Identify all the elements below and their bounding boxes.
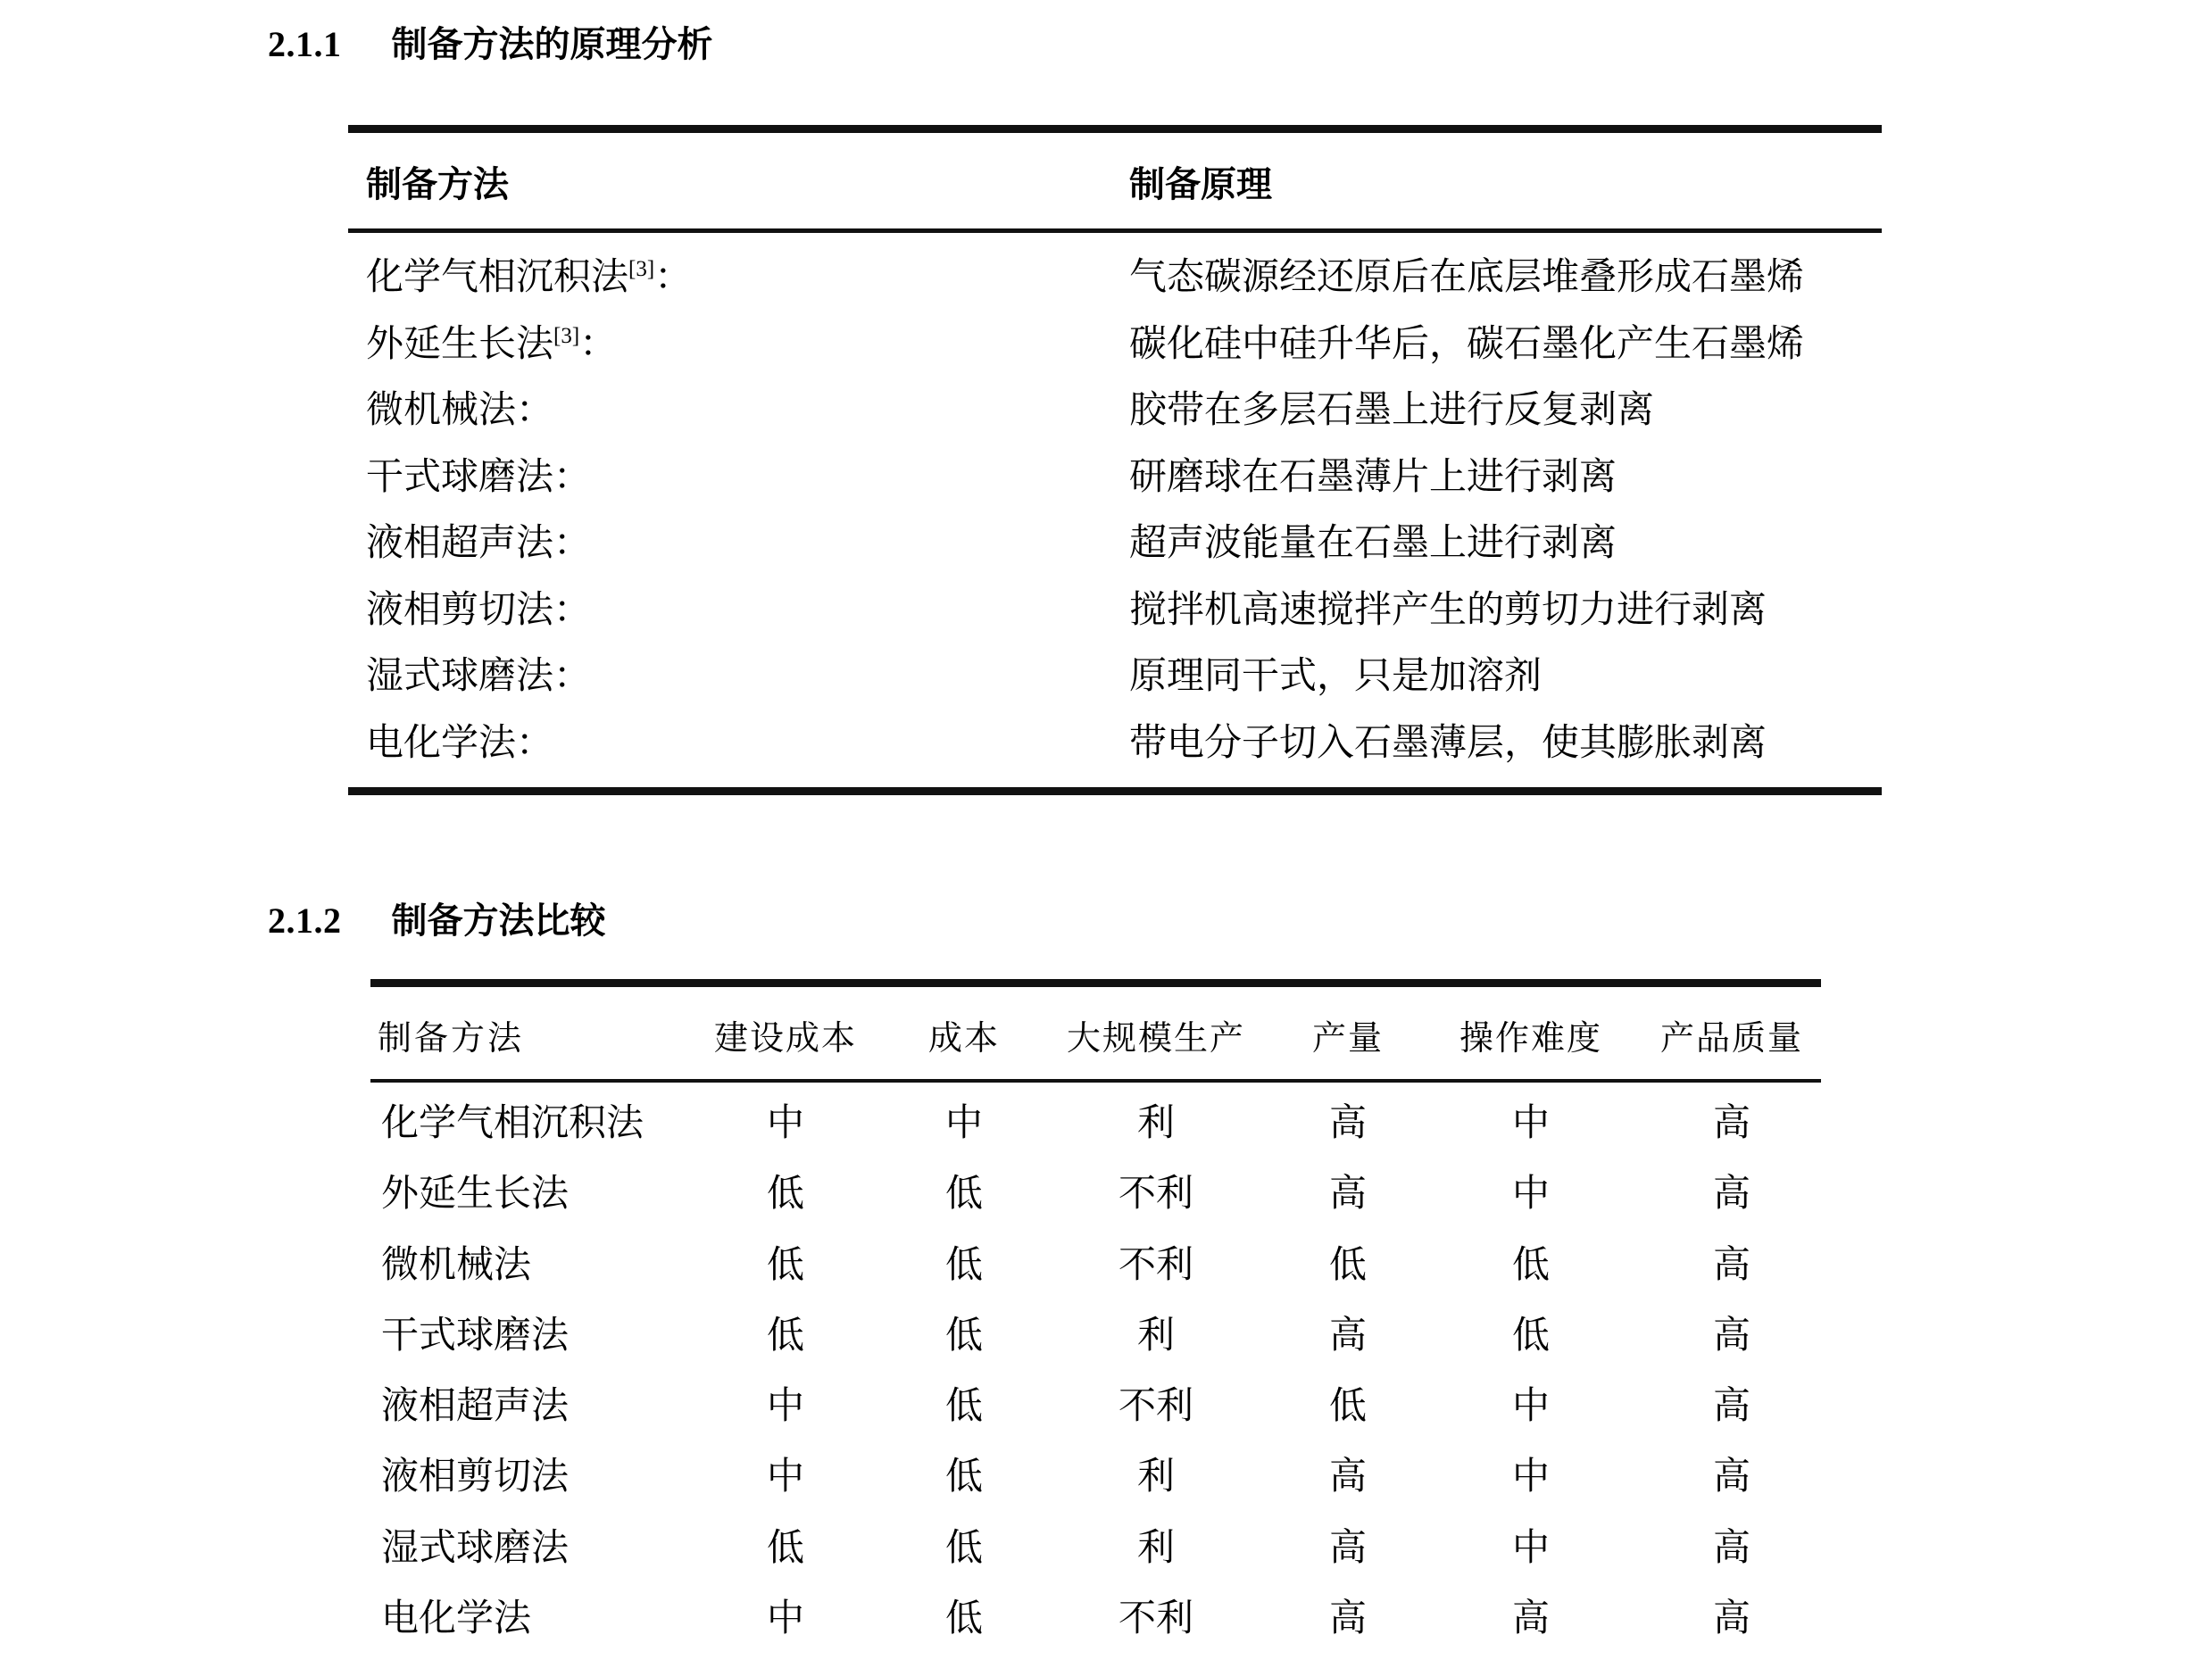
table-method-comparison xyxy=(370,979,1821,1655)
method-name: 化学气相沉积法 xyxy=(366,257,629,298)
cell-operation-difficulty: 低 xyxy=(1511,1244,1550,1286)
method-name: 液相超声法 xyxy=(366,523,554,565)
colon: ： xyxy=(553,589,592,631)
section-number: 2.1.2 xyxy=(268,901,342,941)
cell-principle: 碳化硅中硅升华后，碳石墨化产生石墨烯 xyxy=(1129,323,1805,365)
method-name: 微机械法 xyxy=(366,390,517,432)
cell-operation-difficulty: 中 xyxy=(1511,1457,1550,1498)
cell-method xyxy=(348,445,1111,512)
colon: ： xyxy=(553,656,592,698)
cell-construction-cost: 低 xyxy=(766,1527,804,1569)
table-row xyxy=(370,1231,1821,1301)
column-header-yield: 产量 xyxy=(1311,1020,1384,1058)
cell-construction-cost: 中 xyxy=(766,1457,804,1498)
cell-yield: 高 xyxy=(1328,1457,1367,1498)
cell-method xyxy=(348,644,1111,711)
cell-mass-production: 利 xyxy=(1136,1457,1175,1498)
method-name: 液相剪切法 xyxy=(366,589,554,631)
cell-method: 电化学法 xyxy=(381,1598,532,1640)
cell-cost: 低 xyxy=(944,1244,983,1286)
cell-operation-difficulty: 中 xyxy=(1511,1527,1550,1569)
cell-cost: 中 xyxy=(944,1103,983,1144)
cell-operation-difficulty: 中 xyxy=(1511,1386,1550,1428)
cell-principle: 胶带在多层石墨上进行反复剥离 xyxy=(1129,390,1655,432)
cell-method: 液相剪切法 xyxy=(381,1457,570,1498)
table-row xyxy=(348,644,1882,711)
section-heading-2-1-2 xyxy=(268,892,606,943)
cell-product-quality: 高 xyxy=(1712,1315,1750,1357)
table-row xyxy=(370,1514,1821,1584)
cell-cost: 低 xyxy=(944,1386,983,1428)
section-title: 制备方法的原理分析 xyxy=(391,25,713,64)
cell-method: 外延生长法 xyxy=(381,1174,570,1216)
column-header-principle: 制备原理 xyxy=(1129,165,1272,204)
table-row xyxy=(348,445,1882,512)
cell-method xyxy=(348,378,1111,445)
cell-mass-production: 不利 xyxy=(1118,1386,1193,1428)
cell-yield: 高 xyxy=(1328,1315,1367,1357)
column-header-method: 制备方法 xyxy=(366,165,509,204)
cell-method xyxy=(348,312,1111,379)
table-row xyxy=(348,711,1882,788)
table-row xyxy=(370,1372,1821,1442)
table-top-rule xyxy=(348,125,1882,133)
cell-principle: 研磨球在石墨薄片上进行剥离 xyxy=(1129,456,1617,498)
cell-principle: 超声波能量在石墨上进行剥离 xyxy=(1129,523,1617,565)
cell-yield: 高 xyxy=(1328,1598,1367,1640)
cell-method: 微机械法 xyxy=(381,1244,532,1286)
column-header-product-quality: 产品质量 xyxy=(1659,1020,1803,1058)
cell-product-quality: 高 xyxy=(1712,1527,1750,1569)
cell-construction-cost: 中 xyxy=(766,1103,804,1144)
principles-table-head xyxy=(348,133,1882,228)
cell-operation-difficulty: 中 xyxy=(1511,1174,1550,1216)
colon: ： xyxy=(579,323,618,365)
cell-mass-production: 利 xyxy=(1136,1315,1175,1357)
cell-method xyxy=(348,578,1111,645)
table-row xyxy=(370,1442,1821,1513)
cell-construction-cost: 中 xyxy=(766,1386,804,1428)
table-row xyxy=(348,511,1882,578)
colon: ： xyxy=(516,722,554,764)
cell-mass-production: 不利 xyxy=(1118,1174,1193,1216)
column-header-method: 制备方法 xyxy=(378,1020,525,1058)
cell-cost: 低 xyxy=(944,1174,983,1216)
table-row xyxy=(370,1584,1821,1655)
cell-method xyxy=(348,233,1111,312)
colon: ： xyxy=(553,456,592,498)
cell-method xyxy=(348,711,1111,788)
colon: ： xyxy=(654,257,693,298)
section-title: 制备方法比较 xyxy=(391,901,606,941)
table-row xyxy=(370,1083,1821,1159)
cell-principle: 原理同干式，只是加溶剂 xyxy=(1129,656,1543,698)
comparison-table-head-wrap xyxy=(370,987,1821,1079)
cell-product-quality: 高 xyxy=(1712,1244,1750,1286)
cell-cost: 低 xyxy=(944,1457,983,1498)
table-row xyxy=(348,233,1882,312)
method-name: 湿式球磨法 xyxy=(366,656,554,698)
principles-table xyxy=(348,133,1882,228)
section-number: 2.1.1 xyxy=(268,24,342,64)
cell-yield: 高 xyxy=(1328,1103,1367,1144)
cell-product-quality: 高 xyxy=(1712,1386,1750,1428)
cell-method xyxy=(348,511,1111,578)
cell-cost: 低 xyxy=(944,1315,983,1357)
cell-operation-difficulty: 中 xyxy=(1511,1103,1550,1144)
cell-cost: 低 xyxy=(944,1598,983,1640)
cell-construction-cost: 低 xyxy=(766,1244,804,1286)
cell-construction-cost: 中 xyxy=(766,1598,804,1640)
table-row xyxy=(370,1301,1821,1372)
method-name: 外延生长法 xyxy=(366,323,554,365)
cell-product-quality: 高 xyxy=(1712,1598,1750,1640)
cell-method: 湿式球磨法 xyxy=(381,1527,570,1569)
principles-table-body xyxy=(348,233,1882,787)
cell-principle: 气态碳源经还原后在底层堆叠形成石墨烯 xyxy=(1129,257,1805,298)
cell-principle: 搅拌机高速搅拌产生的剪切力进行剥离 xyxy=(1129,589,1767,631)
colon: ： xyxy=(516,390,554,432)
method-name: 干式球磨法 xyxy=(366,456,554,498)
cell-construction-cost: 低 xyxy=(766,1315,804,1357)
comparison-table-body xyxy=(370,1083,1821,1655)
cell-cost: 低 xyxy=(944,1527,983,1569)
cell-mass-production: 利 xyxy=(1136,1527,1175,1569)
comparison-table-body-wrap xyxy=(370,1083,1821,1655)
cell-operation-difficulty: 低 xyxy=(1511,1315,1550,1357)
column-header-mass-production: 大规模生产 xyxy=(1066,1020,1245,1058)
cell-operation-difficulty: 高 xyxy=(1511,1598,1550,1640)
cell-construction-cost: 低 xyxy=(766,1174,804,1216)
cell-principle: 带电分子切入石墨薄层，使其膨胀剥离 xyxy=(1129,722,1767,764)
table-preparation-principles xyxy=(348,125,1882,795)
section-heading-2-1-1 xyxy=(268,16,713,67)
comparison-table-head xyxy=(370,987,1821,1079)
principles-table-body-wrap xyxy=(348,233,1882,787)
table-header-row xyxy=(348,133,1882,228)
table-header-row xyxy=(370,987,1821,1079)
table-row xyxy=(348,378,1882,445)
table-top-rule xyxy=(370,979,1821,987)
colon: ： xyxy=(553,523,592,565)
citation-marker: [3] xyxy=(628,257,655,281)
cell-yield: 低 xyxy=(1328,1386,1367,1428)
table-row xyxy=(348,312,1882,379)
cell-yield: 低 xyxy=(1328,1244,1367,1286)
cell-yield: 高 xyxy=(1328,1174,1367,1216)
table-bottom-rule xyxy=(348,787,1882,795)
column-header-construction-cost: 建设成本 xyxy=(713,1020,857,1058)
cell-product-quality: 高 xyxy=(1712,1174,1750,1216)
column-header-operation-difficulty: 操作难度 xyxy=(1459,1020,1602,1058)
table-row xyxy=(370,1159,1821,1230)
table-row xyxy=(348,578,1882,645)
cell-method: 液相超声法 xyxy=(381,1386,570,1428)
cell-product-quality: 高 xyxy=(1712,1103,1750,1144)
method-name: 电化学法 xyxy=(366,722,517,764)
cell-mass-production: 不利 xyxy=(1118,1598,1193,1640)
cell-product-quality: 高 xyxy=(1712,1457,1750,1498)
cell-mass-production: 利 xyxy=(1136,1103,1175,1144)
cell-yield: 高 xyxy=(1328,1527,1367,1569)
citation-marker: [3] xyxy=(553,323,580,348)
column-header-cost: 成本 xyxy=(927,1020,1000,1058)
cell-method: 化学气相沉积法 xyxy=(381,1103,644,1144)
cell-method: 干式球磨法 xyxy=(381,1315,570,1357)
cell-mass-production: 不利 xyxy=(1118,1244,1193,1286)
